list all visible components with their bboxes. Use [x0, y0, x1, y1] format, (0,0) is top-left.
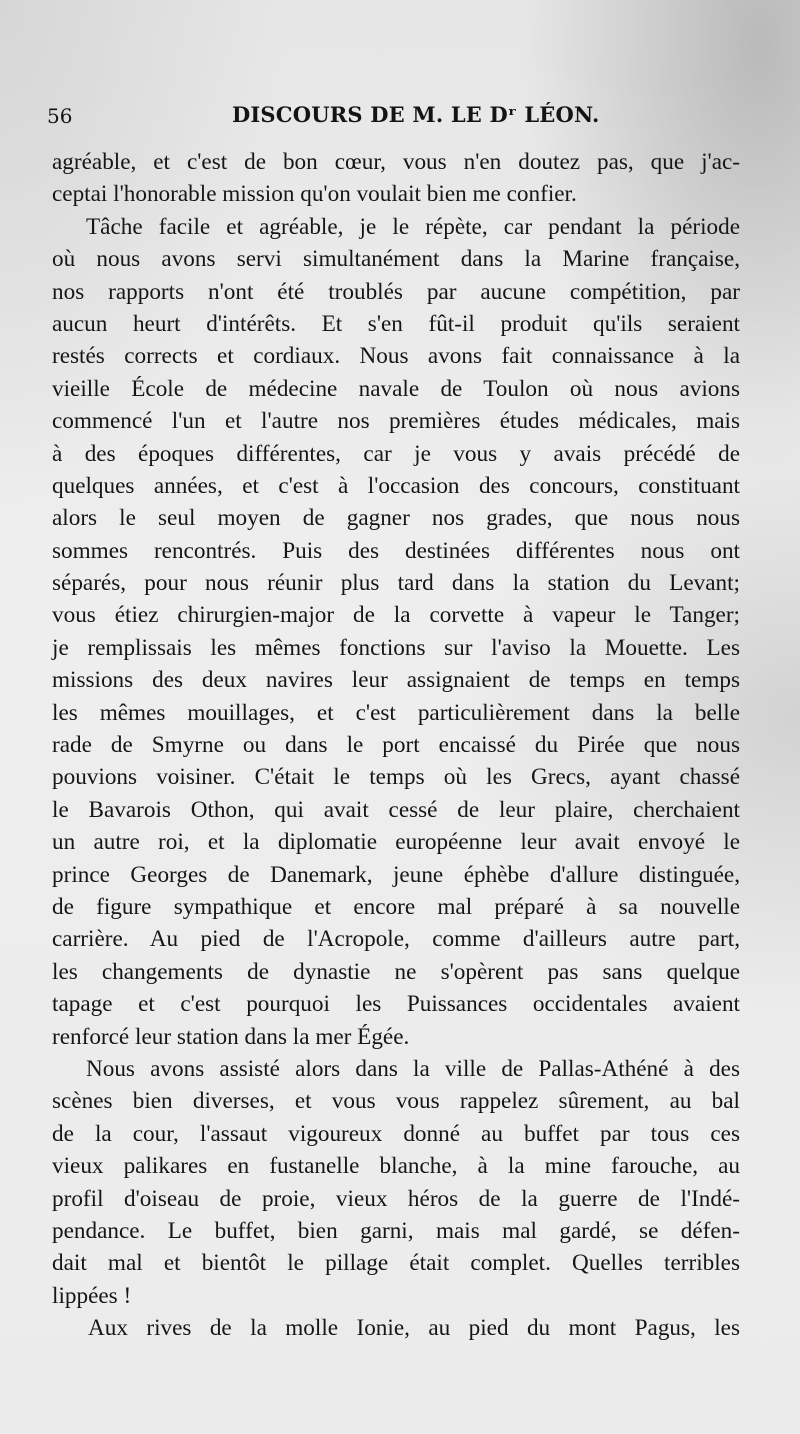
text-line: commencé l'un et l'autre nos premières études médicales, mais [52, 408, 740, 435]
text-line: tapage et c'est pourquoi les Puissances occidentales avaient [52, 991, 740, 1018]
text-line: où nous avons servi simultanément dans la Marine française, [52, 246, 740, 273]
text-line: aucun heurt d'intérêts. Et s'en fût-il produit qu'ils seraient [52, 310, 740, 337]
text-line: Aux rives de la molle Ionie, au pied du mont Pagus, les [88, 1315, 740, 1342]
running-title: DISCOURS DE M. LE Dʳ LÉON. [232, 102, 600, 127]
text-line: les changements de dynastie ne s'opèrent pas sans quelque [52, 958, 740, 985]
page-number: 56 [47, 104, 73, 128]
text-line: Tâche facile et agréable, je le répète, car pendant la période [86, 213, 740, 240]
text-line: Nous avons assisté alors dans la ville de Pallas-Athéné à des [86, 1055, 740, 1082]
text-line: sommes rencontrés. Puis des destinées différentes nous ont [52, 537, 740, 564]
text-line: de la cour, l'assaut vigoureux donné au buffet par tous ces [52, 1120, 740, 1147]
text-line: agréable, et c'est de bon cœur, vous n'en doutez pas, que j'ac- [52, 149, 740, 175]
text-line: les mêmes mouillages, et c'est particulièrement dans la belle [52, 699, 740, 726]
text-line: vieux palikares en fustanelle blanche, à la mine farouche, au [52, 1153, 740, 1180]
text-line: lippées ! [52, 1282, 132, 1309]
text-line: rade de Smyrne ou dans le port encaissé du Pirée que nous [52, 732, 740, 759]
text-line: dait mal et bientôt le pillage était complet. Quelles terribles [52, 1250, 740, 1277]
text-line: nos rapports n'ont été troublés par aucune compétition, par [52, 278, 740, 305]
text-line: à des époques différentes, car je vous y avais précédé de [52, 440, 740, 467]
text-line: alors le seul moyen de gagner nos grades, que nous nous [52, 505, 740, 532]
text-line: quelques années, et c'est à l'occasion des concours, constituant [52, 472, 740, 499]
page-header [47, 100, 747, 134]
text-line: vous étiez chirurgien-major de la corvette à vapeur le Tanger; [52, 602, 740, 629]
text-line: le Bavarois Othon, qui avait cessé de leur plaire, cherchaient [52, 796, 740, 823]
text-line: restés corrects et cordiaux. Nous avons fait connaissance à la [52, 343, 740, 370]
text-line: ceptai l'honorable mission qu'on voulait bien me confier. [52, 181, 577, 208]
text-line: scènes bien diverses, et vous vous rappelez sûrement, au bal [52, 1088, 740, 1115]
text-line: un autre roi, et la diplomatie européenne leur avait envoyé le [52, 829, 740, 856]
text-line: carrière. Au pied de l'Acropole, comme d'ailleurs autre part, [52, 926, 740, 953]
text-line: vieille École de médecine navale de Toulon où nous avions [52, 375, 740, 402]
text-line: de figure sympathique et encore mal préparé à sa nouvelle [52, 893, 740, 920]
text-line: renforcé leur station dans la mer Égée. [52, 1023, 410, 1050]
text-line: pendance. Le buffet, bien garni, mais mal gardé, se défen- [52, 1217, 740, 1244]
text-line: pouvions voisiner. C'était le temps où les Grecs, ayant chassé [52, 764, 740, 791]
text-line: profil d'oiseau de proie, vieux héros de la guerre de l'Indé- [52, 1185, 740, 1212]
text-line: je remplissais les mêmes fonctions sur l'aviso la Mouette. Les [52, 634, 740, 661]
text-line: missions des deux navires leur assignaient de temps en temps [52, 667, 740, 694]
text-line: prince Georges de Danemark, jeune éphèbe d'allure distinguée, [52, 861, 740, 888]
body-text [52, 146, 740, 1344]
text-line: séparés, pour nous réunir plus tard dans la station du Levant; [52, 570, 740, 597]
